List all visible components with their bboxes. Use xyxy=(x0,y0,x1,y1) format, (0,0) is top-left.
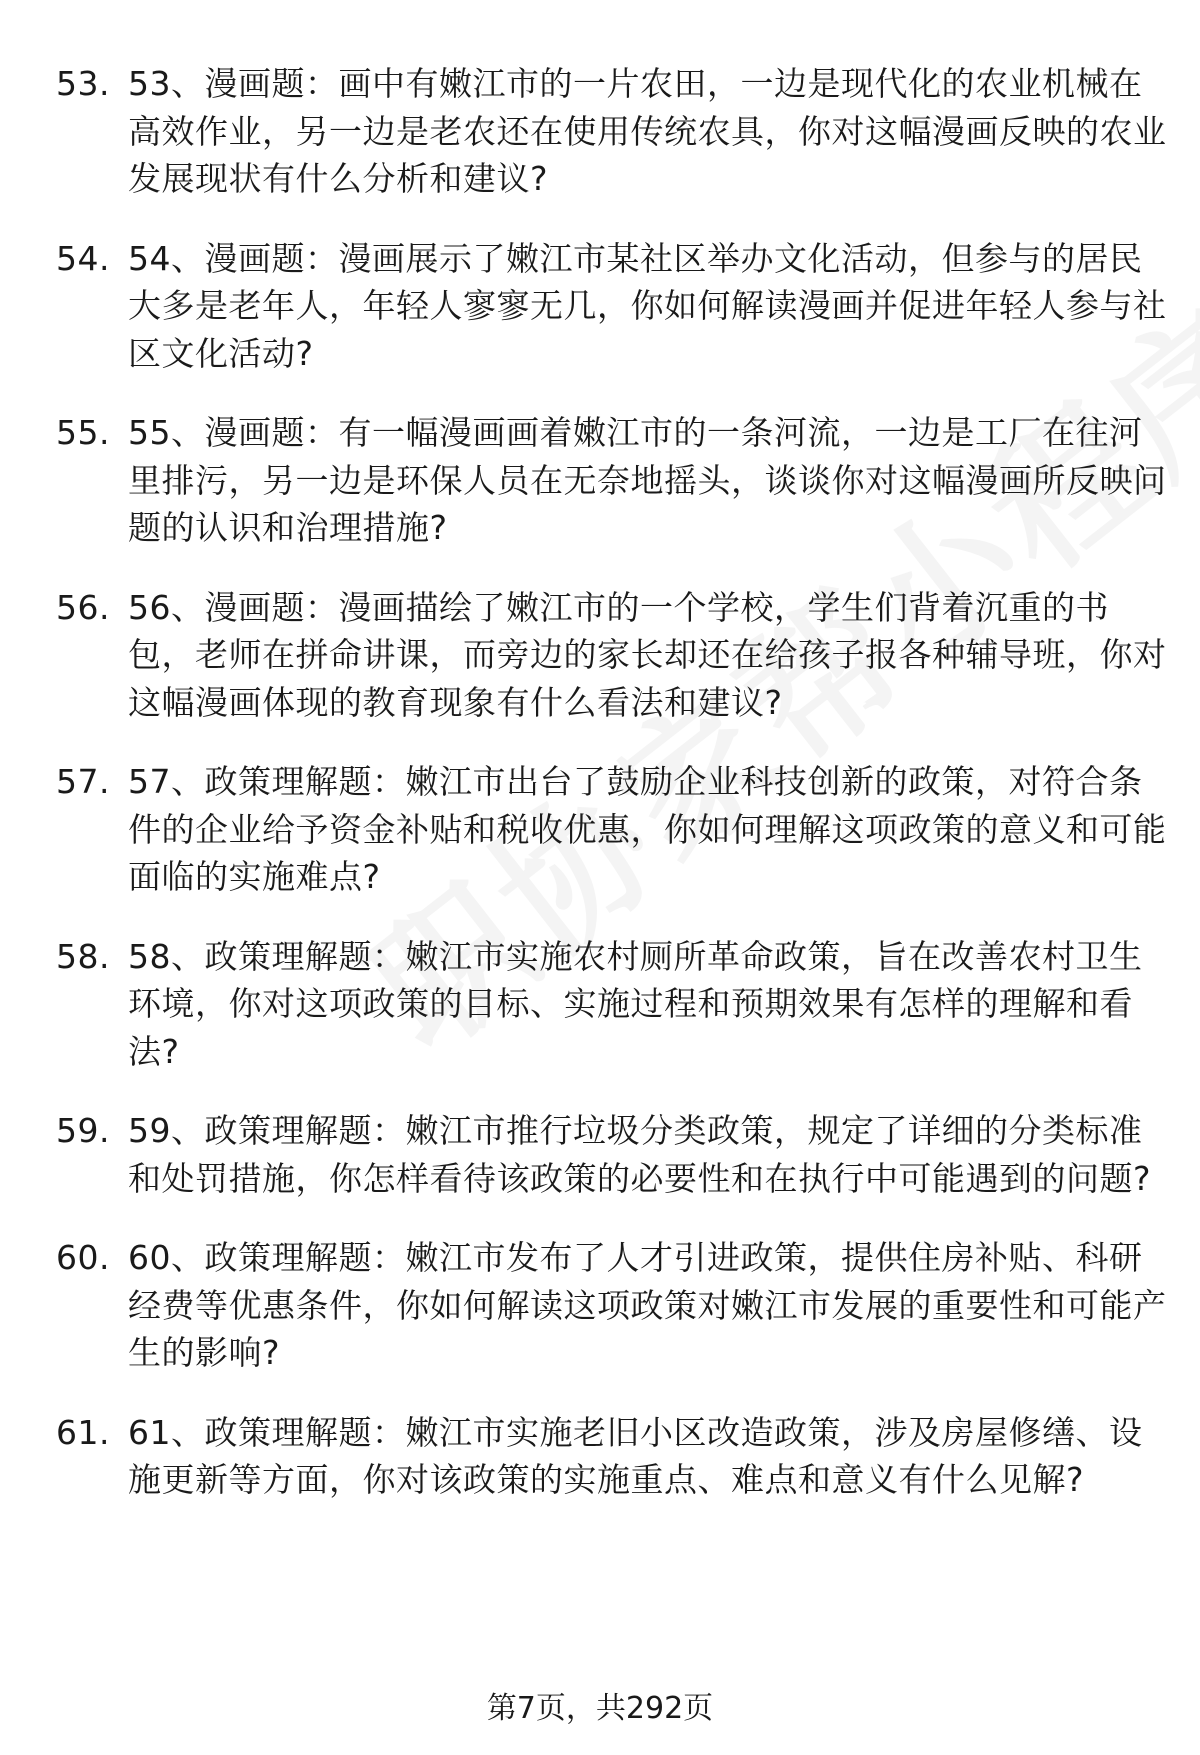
question-number: 58. xyxy=(56,936,110,976)
question-item xyxy=(0,409,1200,552)
question-item xyxy=(0,758,1200,901)
question-text: 54、漫画题：漫画展示了嫩江市某社区举办文化活动，但参与的居民大多是老年人，年轻人寥寥无几，你如何解读漫画并促进年轻人参与社区文化活动? xyxy=(128,238,1167,373)
question-item xyxy=(0,1409,1200,1504)
question-text: 59、政策理解题：嫩江市推行垃圾分类政策，规定了详细的分类标准和处罚措施，你怎样看待该政策的必要性和在执行中可能遇到的问题? xyxy=(128,1111,1152,1198)
question-text: 55、漫画题：有一幅漫画画着嫩江市的一条河流，一边是工厂在往河里排污，另一边是环保人员在无奈地摇头，谈谈你对这幅漫画所反映问题的认识和治理措施? xyxy=(128,413,1167,547)
question-list xyxy=(0,60,1200,1504)
question-number: 57. xyxy=(56,762,110,801)
question-number: 55. xyxy=(56,413,110,452)
question-text: 53、漫画题：画中有嫩江市的一片农田，一边是现代化的农业机械在高效作业，另一边是老农还在使用传统农具，你对这幅漫画反映的农业发展现状有什么分析和建议? xyxy=(128,64,1167,198)
question-number: 54. xyxy=(56,238,110,278)
question-item xyxy=(0,235,1200,378)
question-item xyxy=(0,584,1200,727)
question-number: 59. xyxy=(56,1111,110,1150)
question-item xyxy=(0,933,1200,1076)
question-text: 58、政策理解题：嫩江市实施农村厕所革命政策，旨在改善农村卫生环境，你对这项政策的目标、实施过程和预期效果有怎样的理解和看法? xyxy=(128,936,1143,1071)
question-item xyxy=(0,1234,1200,1377)
question-number: 53. xyxy=(56,64,110,103)
question-text: 57、政策理解题：嫩江市出台了鼓励企业科技创新的政策，对符合条件的企业给予资金补贴和税收优惠，你如何理解这项政策的意义和可能面临的实施难点? xyxy=(128,762,1167,896)
question-text: 61、政策理解题：嫩江市实施老旧小区改造政策，涉及房屋修缮、设施更新等方面，你对该政策的实施重点、难点和意义有什么见解? xyxy=(128,1412,1143,1499)
question-text: 60、政策理解题：嫩江市发布了人才引进政策，提供住房补贴、科研经费等优惠条件，你如何解读这项政策对嫩江市发展的重要性和可能产生的影响? xyxy=(128,1238,1167,1372)
page-footer: 第7页，共292页 xyxy=(486,1691,714,1726)
question-text: 56、漫画题：漫画描绘了嫩江市的一个学校，学生们背着沉重的书包，老师在拼命讲课，而旁边的家长却还在给孩子报各种辅导班，你对这幅漫画体现的教育现象有什么看法和建议? xyxy=(128,587,1167,722)
question-item xyxy=(0,60,1200,203)
question-number: 56. xyxy=(56,587,110,627)
question-item xyxy=(0,1107,1200,1202)
question-number: 61. xyxy=(56,1412,110,1452)
question-number: 60. xyxy=(56,1238,110,1277)
